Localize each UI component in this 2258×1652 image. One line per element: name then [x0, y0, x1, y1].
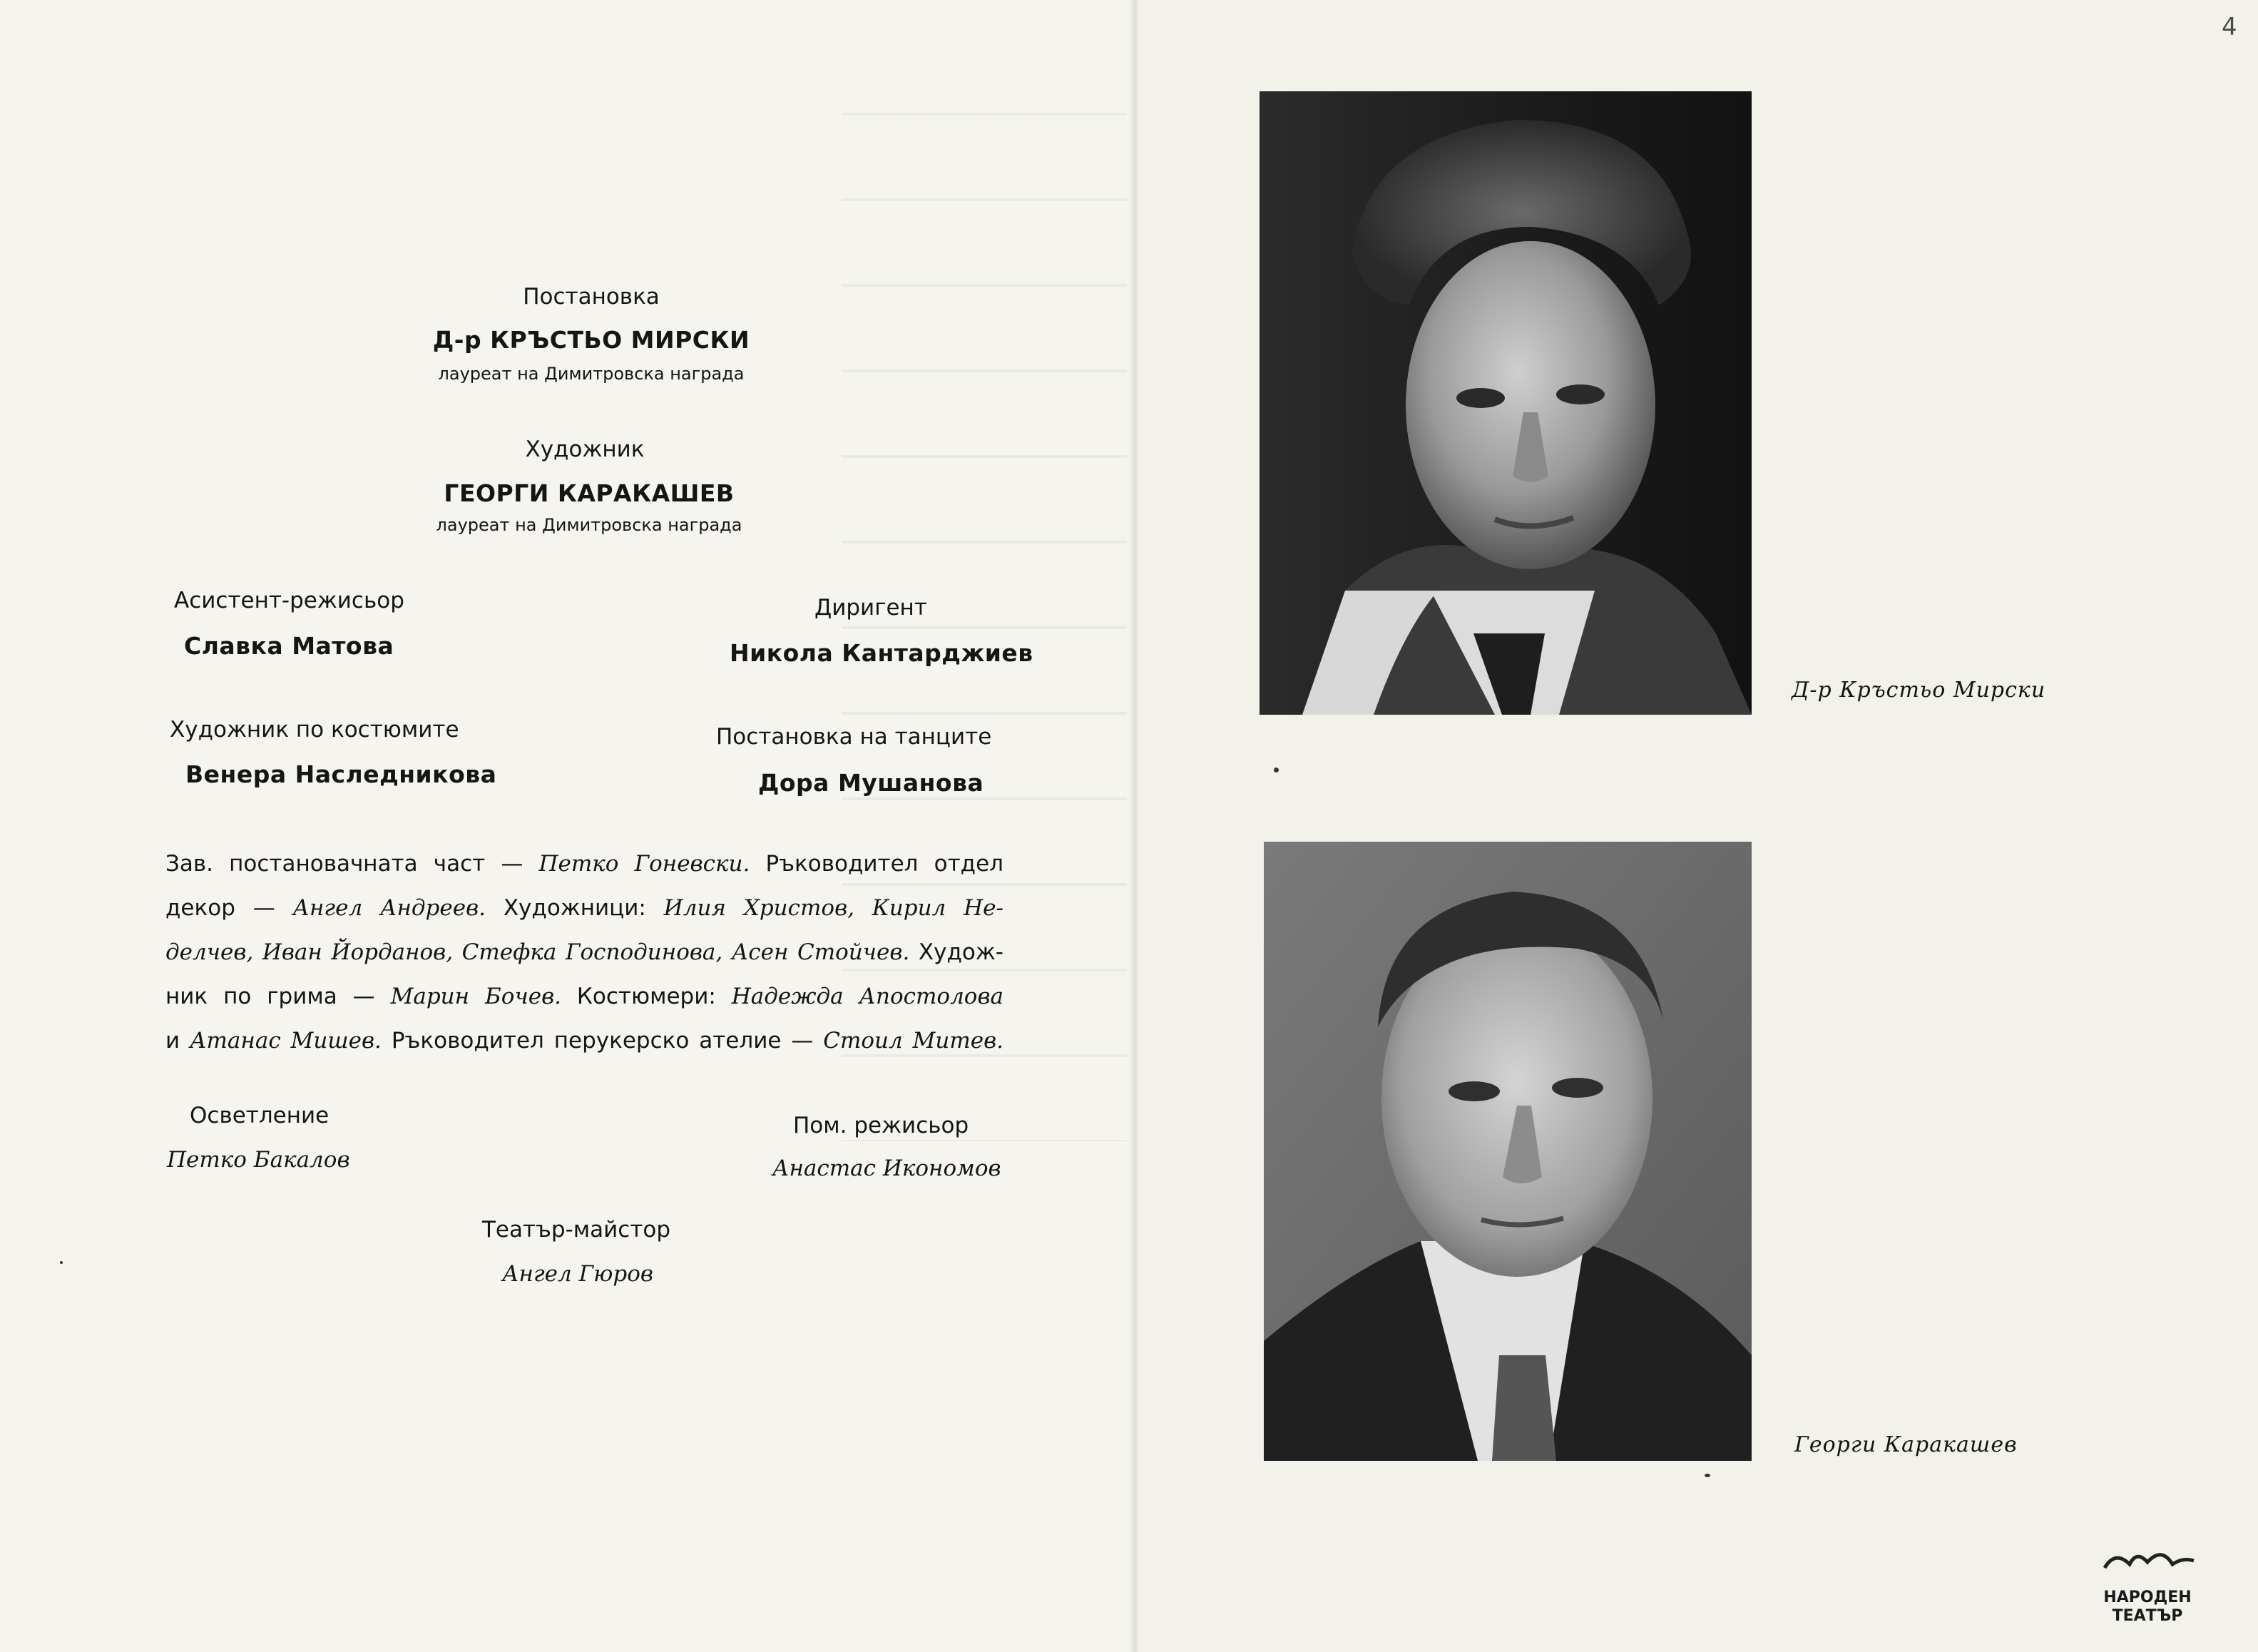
staging-label: Постановка — [523, 284, 660, 310]
stage-master-label: Театър-майстор — [481, 1217, 671, 1243]
assistant-director-name: Славка Матова — [184, 632, 394, 660]
lighting-name: Петко Бакалов — [167, 1147, 350, 1173]
caption-karakashev: Георги Каракашев — [1794, 1432, 2018, 1457]
paragraph-line: и Атанас Мишев. Ръководител перукерско ателие — Стоил Митев. — [165, 1028, 1003, 1054]
director-name: Д-р КРЪСТЬО МИРСКИ — [432, 326, 750, 354]
crew-paragraph — [165, 842, 1003, 1063]
stage-master-name: Ангел Гюров — [502, 1261, 653, 1287]
caption-mirski: Д-р Кръстьо Мирски — [1792, 678, 2046, 703]
theatre-logo-icon — [2094, 1546, 2201, 1632]
print-speck — [60, 1261, 63, 1264]
conductor-name: Никола Кантарджиев — [730, 639, 1033, 667]
paragraph-line: Зав. постановачната част — Петко Гоневски. Ръководител отдел — [165, 851, 1003, 877]
page-fold — [1129, 0, 1139, 1652]
costume-name: Венера Наследникова — [185, 760, 497, 788]
dance-label: Постановка на танците — [716, 724, 992, 750]
portrait-photo-karakashev — [1264, 842, 1752, 1461]
paragraph-line: делчев, Иван Йорданов, Стефка Господинова, Асен Стойчев. Худож- — [165, 939, 1003, 965]
svg-text:НАРОДЕН: НАРОДЕН — [2103, 1589, 2192, 1606]
print-speck — [1705, 1474, 1710, 1477]
paragraph-line: декор — Ангел Андреев. Художници: Илия Христов, Кирил Не- — [165, 895, 1003, 921]
asst-director2-name: Анастас Икономов — [772, 1156, 1001, 1181]
dance-name: Дора Мушанова — [758, 769, 984, 797]
designer-title: лауреат на Димитровска награда — [436, 515, 742, 535]
print-speck — [1274, 768, 1279, 773]
director-title: лауреат на Димитровска награда — [438, 364, 745, 384]
designer-name: ГЕОРГИ КАРАКАШЕВ — [444, 479, 735, 507]
lighting-label: Осветление — [190, 1103, 329, 1128]
costume-label: Художник по костюмите — [170, 717, 459, 743]
conductor-label: Диригент — [814, 595, 927, 621]
designer-label: Художник — [525, 437, 645, 462]
asst-director2-label: Пом. режисьор — [793, 1113, 969, 1138]
paragraph-line: ник по грима — Марин Бочев. Костюмери: Надежда Апостолова — [165, 984, 1003, 1009]
page-number-mark: 4 — [2222, 13, 2237, 41]
svg-text:ТЕАТЪР: ТЕАТЪР — [2112, 1607, 2183, 1625]
portrait-photo-mirski — [1260, 91, 1752, 715]
assistant-director-label: Асистент-режисьор — [174, 588, 404, 613]
